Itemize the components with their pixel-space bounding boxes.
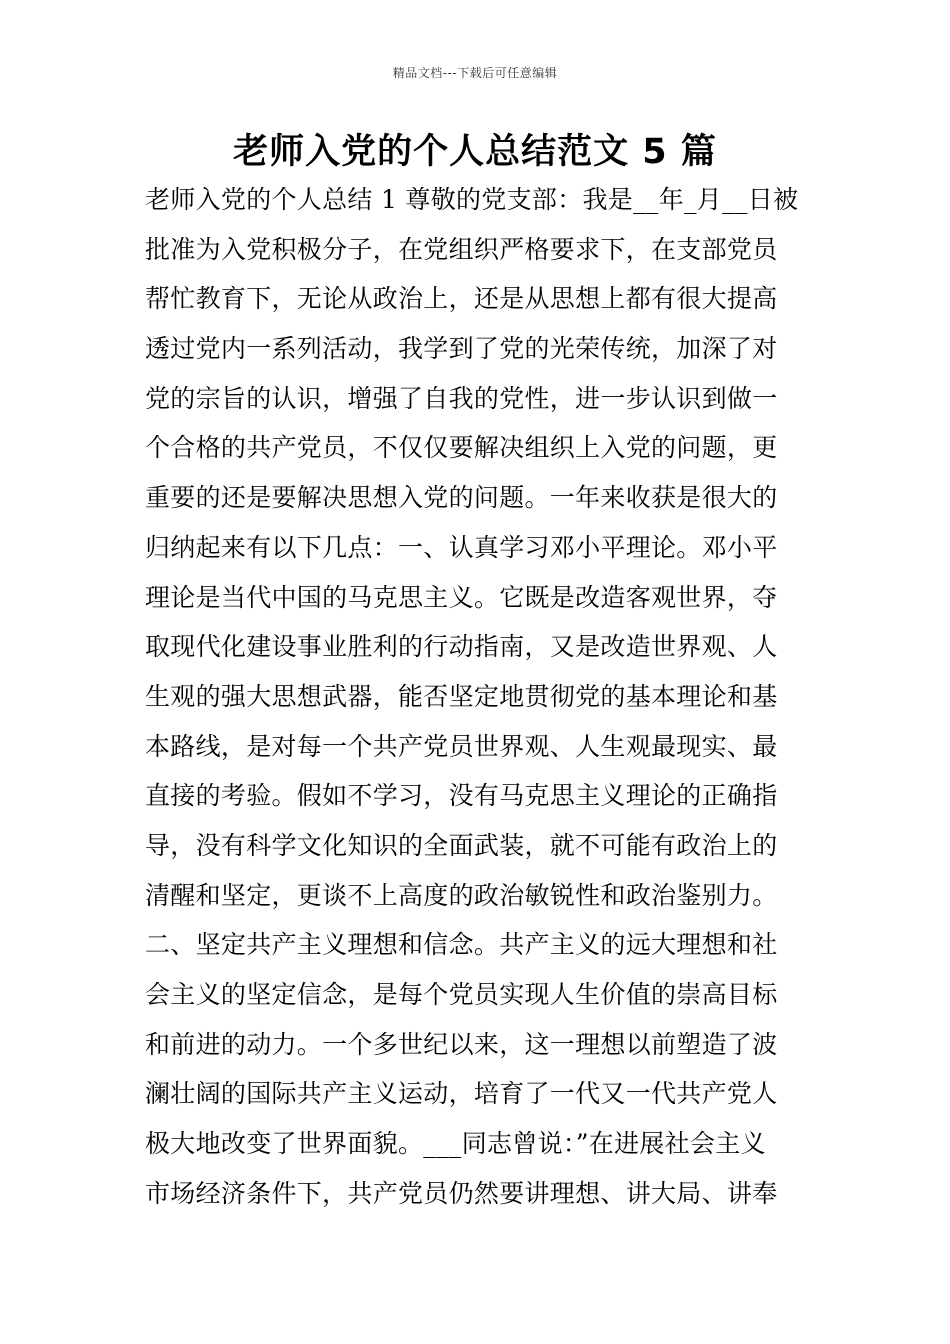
text-line: 理论是当代中国的马克思主义。它既是改造客观世界，夺 — [145, 582, 778, 612]
text-line: 清醒和坚定，更谈不上高度的政治敏锐性和政治鉴别力。 — [145, 880, 778, 910]
header-note: 精品文档---下载后可任意编辑 — [392, 66, 558, 80]
document-title: 老师入党的个人总结范文 5 篇 — [233, 132, 717, 172]
text-line: 极大地改变了世界面貌。___同志曾说：”在进展社会主义 — [145, 1129, 766, 1159]
text-line: 和前进的动力。一个多世纪以来，这一理想以前塑造了波 — [145, 1029, 778, 1059]
text-line: 归纳起来有以下几点：一、认真学习邓小平理论。邓小平 — [145, 532, 778, 562]
text-line: 会主义的坚定信念，是每个党员实现人生价值的崇高目标 — [145, 980, 778, 1009]
text-line: 澜壮阔的国际共产主义运动，培育了一代又一代共产党人 — [145, 1079, 778, 1109]
text-line: 导，没有科学文化知识的全面武装，就不可能有政治上的 — [145, 830, 778, 860]
text-line: 直接的考验。假如不学习，没有马克思主义理论的正确指 — [145, 781, 778, 811]
text-line: 取现代化建设事业胜利的行动指南，又是改造世界观、人 — [145, 632, 778, 662]
text-line: 市场经济条件下，共产党员仍然要讲理想、讲大局、讲奉 — [145, 1178, 778, 1208]
text-line: 二、坚定共产主义理想和信念。共产主义的远大理想和社 — [145, 930, 778, 960]
text-line: 重要的还是要解决思想入党的问题。一年来收获是很大的 — [145, 483, 778, 513]
body-text — [145, 178, 815, 1221]
text-line: 个合格的共产党员，不仅仅要解决组织上入党的问题，更 — [145, 433, 778, 463]
text-line: 透过党内一系列活动，我学到了党的光荣传统，加深了对 — [145, 334, 778, 364]
text-line: 批准为入党积极分子，在党组织严格要求下，在支部党员 — [145, 234, 778, 264]
text-line: 本路线，是对每一个共产党员世界观、人生观最现实、最 — [145, 731, 778, 761]
text-line: 党的宗旨的认识，增强了自我的党性，进一步认识到做一 — [145, 383, 778, 413]
text-line: 老师入党的个人总结 1 尊敬的党支部：我是__年_月__日被 — [145, 185, 799, 214]
text-line: 生观的强大思想武器，能否坚定地贯彻党的基本理论和基 — [145, 681, 778, 711]
text-line: 帮忙教育下，无论从政治上，还是从思想上都有很大提高 — [145, 284, 778, 314]
